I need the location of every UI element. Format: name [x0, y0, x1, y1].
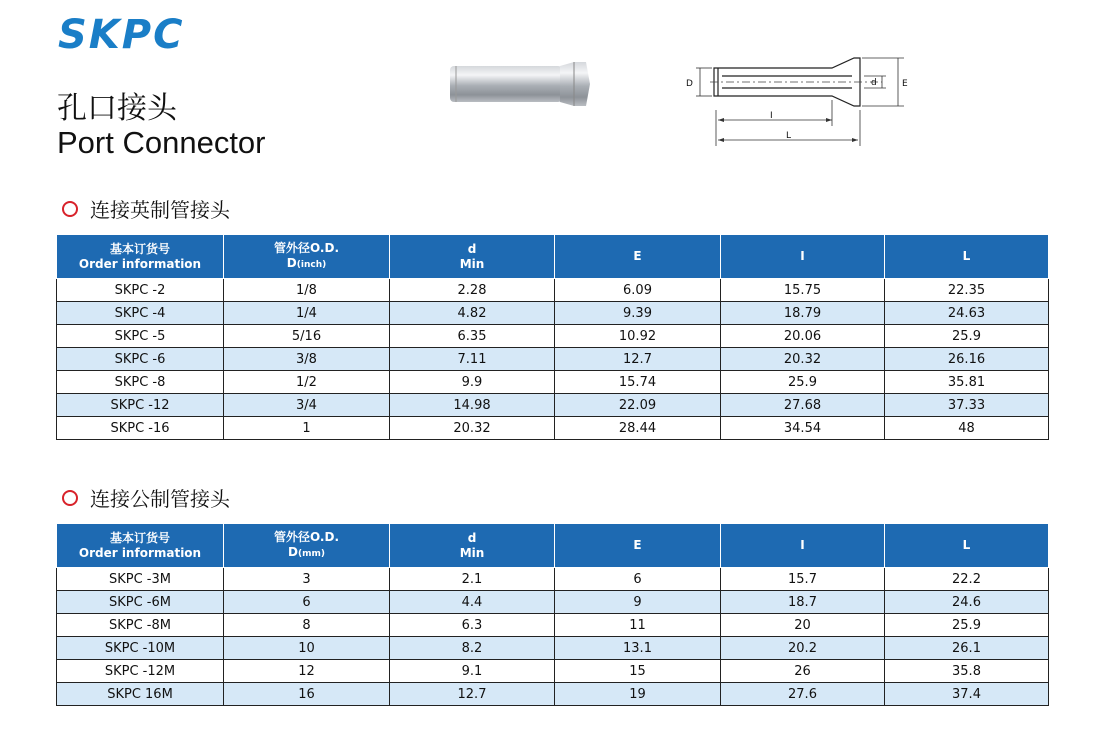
table-row: SKPC 16M 16 12.7 19 27.6 37.4	[57, 683, 1049, 706]
table-row: SKPC -8 1/2 9.9 15.74 25.9 35.81	[57, 371, 1049, 394]
label-d: d	[871, 78, 877, 88]
col-d: d Min	[390, 235, 555, 279]
col-order: 基本订货号 Order information	[57, 235, 224, 279]
section-metric-title	[62, 483, 230, 512]
table-row: SKPC -12M 12 9.1 15 26 35.8	[57, 660, 1049, 683]
table-row: SKPC -6 3/8 7.11 12.7 20.32 26.16	[57, 348, 1049, 371]
page-title-cn: 孔口接头	[57, 91, 177, 126]
table-header-row	[57, 524, 1049, 568]
col-E: E	[555, 235, 721, 279]
table-row: SKPC -16 1 20.32 28.44 34.54 48	[57, 417, 1049, 440]
table-row: SKPC -10M 10 8.2 13.1 20.2 26.1	[57, 637, 1049, 660]
label-D: D	[686, 79, 693, 89]
metric-spec-table	[56, 523, 1049, 706]
circle-bullet-icon	[62, 490, 78, 506]
table-row: SKPC -4 1/4 4.82 9.39 18.79 24.63	[57, 302, 1049, 325]
table-row: SKPC -8M 8 6.3 11 20 25.9	[57, 614, 1049, 637]
section-imperial-label: 连接英制管接头	[90, 198, 230, 222]
table-row: SKPC -6M 6 4.4 9 18.7 24.6	[57, 591, 1049, 614]
table-row: SKPC -2 1/8 2.28 6.09 15.75 22.35	[57, 279, 1049, 302]
label-L: L	[786, 131, 792, 141]
col-od: 管外径O.D. D(inch)	[224, 235, 390, 279]
label-I: I	[770, 111, 773, 121]
table-row: SKPC -5 5/16 6.35 10.92 20.06 25.9	[57, 325, 1049, 348]
page-title-en: Port Connector	[57, 125, 266, 160]
col-I: I	[721, 524, 885, 568]
col-d: d Min	[390, 524, 555, 568]
circle-bullet-icon	[62, 201, 78, 217]
table-header-row	[57, 235, 1049, 279]
section-metric-label: 连接公制管接头	[90, 487, 230, 511]
table-row: SKPC -12 3/4 14.98 22.09 27.68 37.33	[57, 394, 1049, 417]
col-L: L	[885, 235, 1049, 279]
col-L: L	[885, 524, 1049, 568]
dimension-drawing	[682, 50, 912, 150]
label-E: E	[902, 79, 908, 89]
table-row: SKPC -3M 3 2.1 6 15.7 22.2	[57, 568, 1049, 591]
imperial-spec-table	[56, 234, 1049, 440]
product-photo	[446, 58, 592, 110]
section-imperial-title	[62, 194, 230, 223]
col-E: E	[555, 524, 721, 568]
col-order: 基本订货号 Order information	[57, 524, 224, 568]
brand-logo: SKPC	[58, 12, 185, 58]
col-od: 管外径O.D. D(mm)	[224, 524, 390, 568]
col-I: I	[721, 235, 885, 279]
